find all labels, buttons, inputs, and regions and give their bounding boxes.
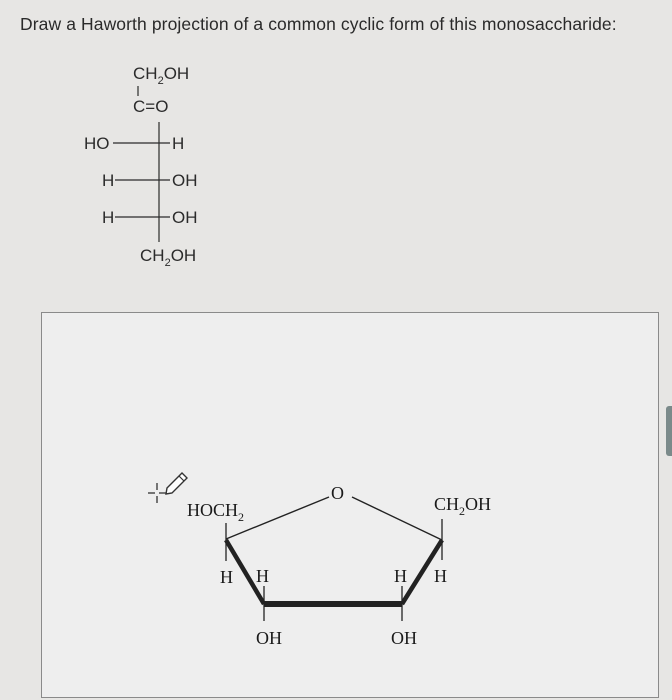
fischer-projection: [0, 0, 672, 300]
drawing-canvas[interactable]: [41, 312, 659, 698]
fischer-row-1-right: H: [172, 134, 185, 153]
fischer-row-3-right: OH: [172, 208, 198, 227]
right-ch2oh-group: $CH_2OH$: [434, 494, 492, 518]
haworth-projection[interactable]: [42, 313, 658, 697]
fischer-bottom-group: $CH_2OH$: [140, 246, 197, 269]
fischer-top-group: $CH_2OH$: [133, 64, 190, 87]
ring-bond-right-top: [352, 497, 442, 540]
left-hoch2-group: $HOCH_2$: [187, 500, 245, 524]
c4-oh: OH: [391, 628, 417, 648]
c3-h: H: [256, 566, 269, 586]
fischer-row-2-left: H: [102, 171, 115, 190]
fischer-row-1-left: HO: [84, 134, 110, 153]
question-text: Draw a Haworth projection of a common cyclic form of this monosaccharide:: [20, 14, 617, 34]
c5-h: H: [434, 566, 447, 586]
fischer-row-2-right: OH: [172, 171, 198, 190]
c2-h: H: [220, 567, 233, 587]
c3-oh: OH: [256, 628, 282, 648]
side-panel-tab[interactable]: [666, 406, 672, 456]
fischer-carbonyl: C=O: [133, 97, 169, 116]
c4-h: H: [394, 566, 407, 586]
ring-oxygen: O: [331, 483, 344, 503]
fischer-row-3-left: H: [102, 208, 115, 227]
